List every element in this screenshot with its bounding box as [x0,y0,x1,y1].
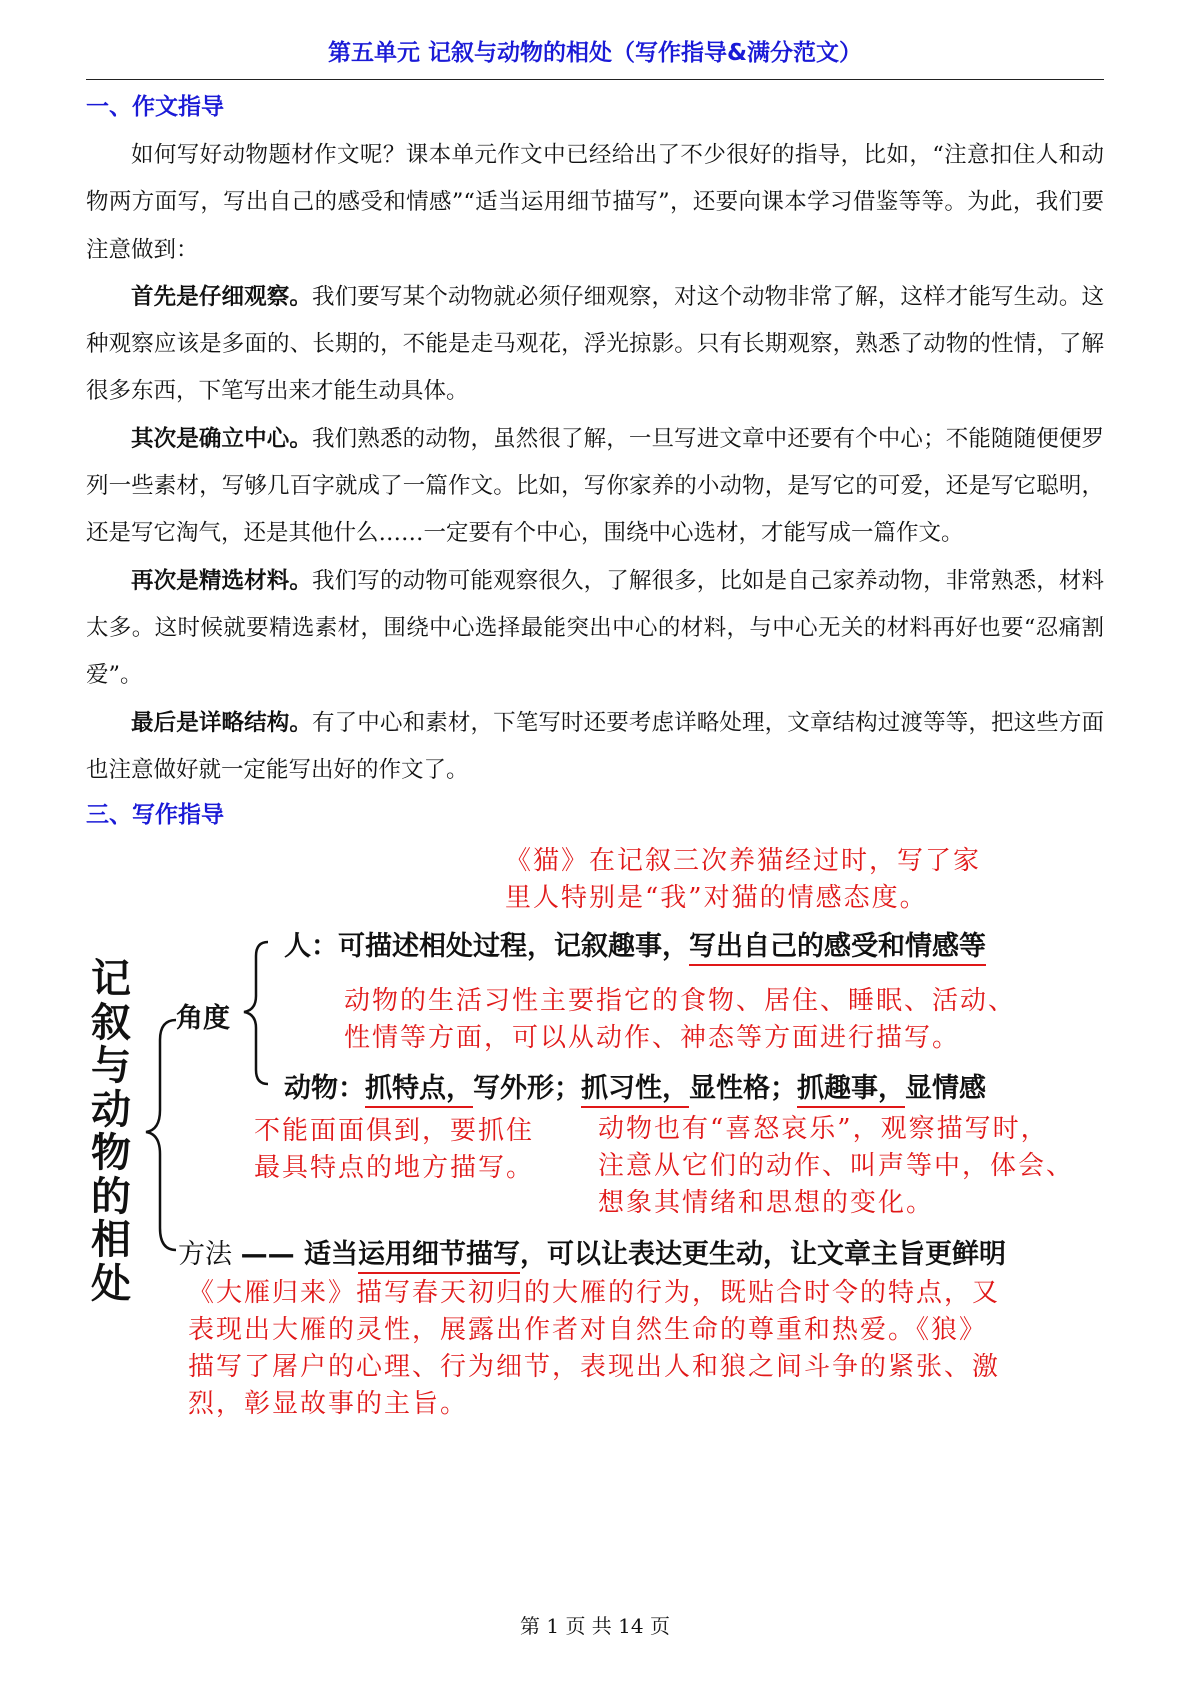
point-text: 我们熟悉的动物，虽然很了解，一旦写进文章中还要有个中心；不能随随便便罗列一些素材，写够几百字就成了一篇作文。比如，写你家养的小动物，是写它的可爱，还是写它聪明，还是写它淘气，还是其他什么……一定要有个中心，围绕中心选材，才能写成一篇作文。 [86,425,1104,547]
animal-part: 显情感 [905,1073,986,1104]
feature-note-line: 不能面面俱到，要抓住 [254,1116,535,1146]
animal-part: 抓特点， [365,1073,473,1108]
person-underlined: 写出自己的感受和情感等 [689,931,986,966]
method-underlined: 运用细节描写 [358,1239,520,1274]
detail-note-line: 《大雁归来》描写春天初归的大雁的行为，既贴合时令的特点，又 [188,1278,1001,1308]
point-text: 我们要写某个动物就必须仔细观察，对这个动物非常了解，这样才能写生动。这种观察应该是多面的、长期的，不能是走马观花，浮光掠影。只有长期观察，熟悉了动物的性情，了解很多东西，下笔写出来才能生动具体。 [86,283,1104,405]
person-text: 可描述相处过程，记叙趣事， [338,931,689,962]
habit-note-line: 性情等方面，可以从动作、神态等方面进行描写。 [344,1023,961,1053]
emotion-note-line: 想象其情绪和思想的变化。 [598,1188,935,1218]
point-lead: 再次是精选材料。 [131,567,313,594]
cat-note-line: 里人特别是“我”对猫的情感态度。 [505,883,928,913]
method-row [178,1232,1006,1271]
emotion-note-line: 注意从它们的动作、叫声等中，体会、 [598,1151,1075,1181]
habit-note-line: 动物的生活习性主要指它的食物、居住、睡眠、活动、 [344,986,1017,1016]
animal-label: 动物： [284,1073,365,1104]
method-rest: ，可以让表达更生动，让文章主旨更鲜明 [520,1239,1006,1270]
animal-row [284,1066,986,1105]
method-label: 方法 [178,1239,232,1270]
outer-brace [146,1020,176,1250]
angle-label: 角度 [176,1003,230,1034]
animal-part: 显性格； [689,1073,797,1104]
feature-note-line: 最具特点的地方描写。 [254,1153,535,1183]
detail-note-line: 烈，彰显故事的主旨。 [188,1389,469,1419]
intro-paragraph: 如何写好动物题材作文呢？课本单元作文中已经给出了不少很好的指导，比如，“注意扣住人和动物两方面写，写出自己的感受和情感”“适当运用细节描写”，还要向课本学习借鉴等等。为此，我们要注意做到： [86,142,1104,263]
cat-note-line: 《猫》在记叙三次养猫经过时，写了家 [505,846,982,876]
point-text: 我们写的动物可能观察很久，了解很多，比如是自己家养动物，非常熟悉，材料太多。这时候就要精选素材，围绕中心选择最能突出中心的材料，与中心无关的材料再好也要“忍痛割爱”。 [86,567,1104,689]
method-dash: —— 适当 [240,1239,358,1270]
section-heading-3: 三、写作指导 [86,802,224,828]
page-number: 第 1 页 共 14 页 [520,1614,670,1638]
diagram-title: 记叙与动物的相处 [91,956,131,1307]
page-title: 第五单元 记叙与动物的相处（写作指导&满分范文） [327,40,863,66]
point-lead: 首先是仔细观察。 [131,283,313,310]
person-label: 人： [284,931,338,962]
inner-brace [244,942,268,1084]
animal-part: 抓习性， [581,1073,689,1108]
animal-part: 抓趣事， [797,1073,905,1108]
point-text: 有了中心和素材，下笔写时还要考虑详略处理，文章结构过渡等等，把这些方面也注意做好就一定能写出好的作文了。 [86,709,1104,783]
point-lead: 其次是确立中心。 [131,425,313,452]
point-lead: 最后是详略结构。 [131,709,313,736]
animal-part: 写外形； [473,1073,581,1104]
section-heading-1: 一、作文指导 [86,94,224,120]
person-row [284,924,986,963]
detail-note-line: 表现出大雁的灵性，展露出作者对自然生命的尊重和热爱。《狼》 [188,1315,988,1345]
detail-note-line: 描写了屠户的心理、行为细节，表现出人和狼之间斗争的紧张、激 [188,1352,1001,1382]
emotion-note-line: 动物也有“喜怒哀乐”，观察描写时， [598,1114,1049,1144]
